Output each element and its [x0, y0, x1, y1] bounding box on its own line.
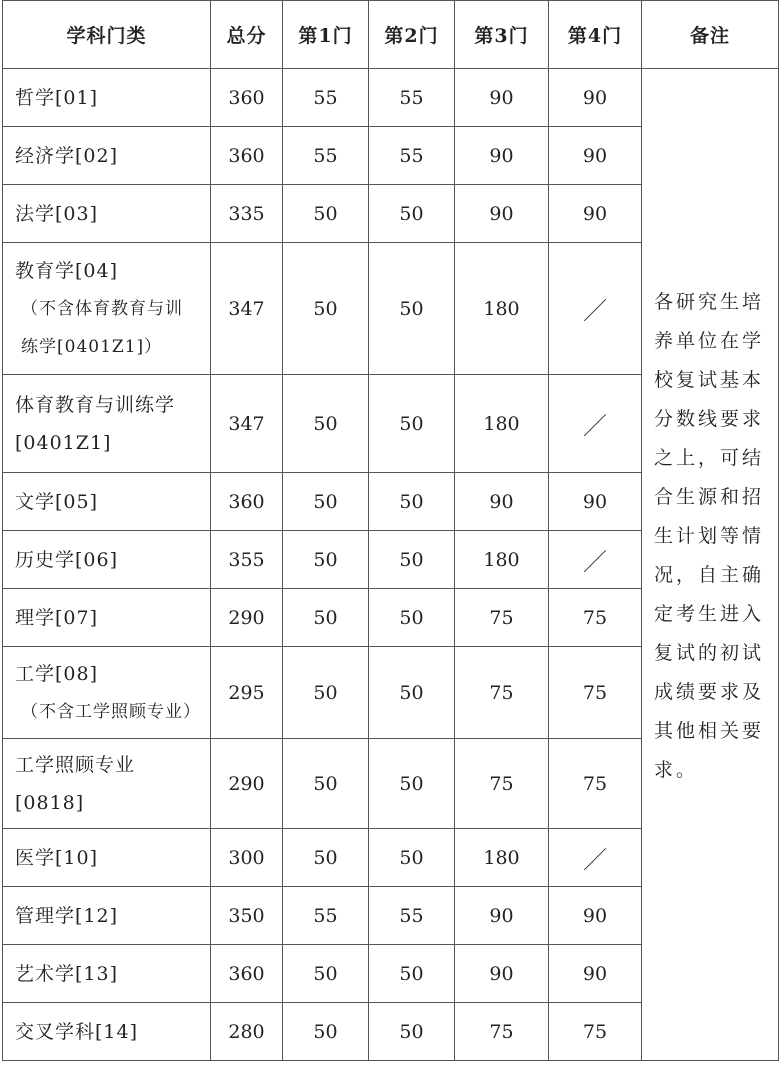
- category-cell: [3, 185, 211, 243]
- subject-score-cell: 90: [549, 473, 642, 531]
- total-score-cell: 295: [211, 647, 283, 739]
- total-score-cell: 280: [211, 1003, 283, 1061]
- subject-score-cell: 50: [283, 945, 369, 1003]
- category-cell: [3, 739, 211, 829]
- subject-score-cell: 50: [369, 473, 455, 531]
- category-name: 医学[10]: [15, 846, 99, 869]
- category-note: （不含体育教育与训: [21, 298, 183, 319]
- category-cell: [3, 589, 211, 647]
- header-cell: 第3门: [455, 1, 549, 69]
- subject-score-cell: ／: [549, 375, 642, 473]
- total-score-cell: 347: [211, 243, 283, 375]
- subject-score-cell: ／: [549, 243, 642, 375]
- category-name: 教育学[04]: [15, 259, 119, 282]
- score-table-container: [2, 0, 779, 1061]
- subject-score-cell: 50: [369, 243, 455, 375]
- subject-score-cell: 55: [369, 887, 455, 945]
- category-name: 工学照顾专业: [15, 753, 136, 776]
- header-cell: 第2门: [369, 1, 455, 69]
- subject-score-cell: 90: [549, 127, 642, 185]
- category-cell: [3, 531, 211, 589]
- total-score-cell: 355: [211, 531, 283, 589]
- subject-score-cell: 90: [455, 945, 549, 1003]
- category-note: [0818]: [15, 791, 85, 814]
- category-name: 体育教育与训练学: [15, 393, 176, 416]
- total-score-cell: 335: [211, 185, 283, 243]
- subject-score-cell: 55: [369, 69, 455, 127]
- subject-score-cell: 90: [455, 69, 549, 127]
- subject-score-cell: 50: [369, 739, 455, 829]
- category-cell: [3, 887, 211, 945]
- total-score-cell: 347: [211, 375, 283, 473]
- category-name: 文学[05]: [15, 490, 99, 513]
- subject-score-cell: 90: [549, 945, 642, 1003]
- header-cell: 总分: [211, 1, 283, 69]
- subject-score-cell: 180: [455, 829, 549, 887]
- subject-score-cell: 55: [283, 887, 369, 945]
- subject-score-cell: 50: [283, 739, 369, 829]
- category-name: 历史学[06]: [15, 548, 119, 571]
- subject-score-cell: 50: [283, 375, 369, 473]
- subject-score-cell: 55: [283, 127, 369, 185]
- category-cell: [3, 127, 211, 185]
- table-row: [3, 69, 779, 127]
- subject-score-cell: 50: [283, 589, 369, 647]
- category-name: 哲学[01]: [15, 86, 99, 109]
- subject-score-cell: 50: [369, 531, 455, 589]
- category-cell: [3, 829, 211, 887]
- category-cell: [3, 1003, 211, 1061]
- subject-score-cell: ／: [549, 531, 642, 589]
- category-cell: [3, 375, 211, 473]
- header-cell: 第1门: [283, 1, 369, 69]
- subject-score-cell: 50: [369, 945, 455, 1003]
- category-cell: [3, 647, 211, 739]
- category-name: 工学[08]: [15, 662, 99, 685]
- subject-score-cell: 75: [455, 589, 549, 647]
- subject-score-cell: 90: [455, 127, 549, 185]
- subject-score-cell: 75: [549, 647, 642, 739]
- category-name: 理学[07]: [15, 606, 99, 629]
- category-cell: [3, 473, 211, 531]
- header-cell: 备注: [642, 1, 779, 69]
- header-cell: 学科门类: [3, 1, 211, 69]
- subject-score-cell: 50: [369, 647, 455, 739]
- subject-score-cell: 50: [369, 1003, 455, 1061]
- subject-score-cell: 90: [455, 185, 549, 243]
- category-name: 管理学[12]: [15, 904, 119, 927]
- subject-score-cell: 90: [549, 69, 642, 127]
- total-score-cell: 300: [211, 829, 283, 887]
- category-name: 交叉学科[14]: [15, 1020, 139, 1043]
- subject-score-cell: ／: [549, 829, 642, 887]
- subject-score-cell: 75: [455, 647, 549, 739]
- subject-score-cell: 55: [369, 127, 455, 185]
- category-note: [0401Z1]: [15, 431, 112, 454]
- subject-score-cell: 50: [283, 185, 369, 243]
- subject-score-cell: 50: [283, 531, 369, 589]
- category-name: 艺术学[13]: [15, 962, 119, 985]
- subject-score-cell: 75: [549, 1003, 642, 1061]
- subject-score-cell: 180: [455, 243, 549, 375]
- category-cell: [3, 69, 211, 127]
- category-name: 经济学[02]: [15, 144, 119, 167]
- category-name: 法学[03]: [15, 202, 99, 225]
- total-score-cell: 360: [211, 945, 283, 1003]
- remarks-cell: 各研究生培养单位在学校复试基本分数线要求之上，可结合生源和招生计划等情况，自主确定考生进入复试的初试成绩要求及其他相关要求。: [642, 69, 779, 1061]
- subject-score-cell: 180: [455, 375, 549, 473]
- category-cell: [3, 243, 211, 375]
- subject-score-cell: 50: [369, 829, 455, 887]
- subject-score-cell: 50: [283, 647, 369, 739]
- total-score-cell: 290: [211, 739, 283, 829]
- subject-score-cell: 50: [369, 589, 455, 647]
- subject-score-cell: 75: [455, 1003, 549, 1061]
- header-cell: 第4门: [549, 1, 642, 69]
- total-score-cell: 360: [211, 473, 283, 531]
- subject-score-cell: 75: [549, 589, 642, 647]
- subject-score-cell: 50: [283, 473, 369, 531]
- subject-score-cell: 75: [455, 739, 549, 829]
- header-row: [3, 1, 779, 69]
- subject-score-cell: 50: [283, 1003, 369, 1061]
- subject-score-cell: 50: [369, 185, 455, 243]
- subject-score-cell: 50: [369, 375, 455, 473]
- subject-score-cell: 75: [549, 739, 642, 829]
- subject-score-cell: 90: [455, 887, 549, 945]
- total-score-cell: 290: [211, 589, 283, 647]
- subject-score-cell: 55: [283, 69, 369, 127]
- total-score-cell: 360: [211, 127, 283, 185]
- subject-score-cell: 90: [549, 185, 642, 243]
- category-cell: [3, 945, 211, 1003]
- subject-score-cell: 90: [549, 887, 642, 945]
- total-score-cell: 350: [211, 887, 283, 945]
- subject-score-cell: 90: [455, 473, 549, 531]
- category-note: （不含工学照顾专业）: [21, 701, 201, 722]
- category-note: 练学[0401Z1]）: [21, 336, 163, 357]
- subject-score-cell: 180: [455, 531, 549, 589]
- subject-score-cell: 50: [283, 243, 369, 375]
- total-score-cell: 360: [211, 69, 283, 127]
- subject-score-cell: 50: [283, 829, 369, 887]
- score-table: [2, 0, 779, 1061]
